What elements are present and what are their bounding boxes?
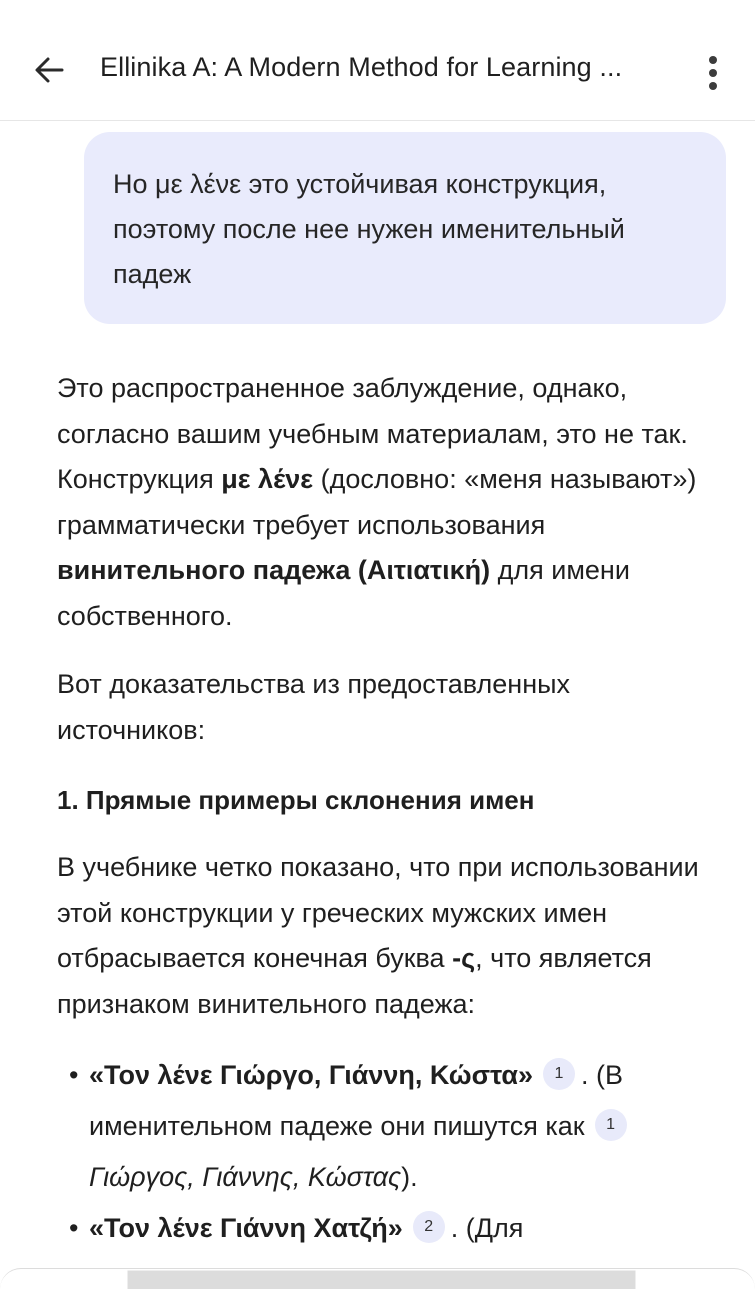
citation-chip[interactable]: 1 (595, 1109, 627, 1141)
list-item: • «Τον λένε Γιώργο, Γιάννη, Κώστα» 1 . (В именительном падеже они пишутся как 1 Γιώργος, Γιάννης, Κώστας). (57, 1050, 707, 1203)
more-options-button[interactable] (700, 52, 726, 92)
section-heading: 1. Прямые примеры склонения имен (57, 785, 535, 815)
examples-list (57, 1050, 707, 1254)
list-item: • «Τον λένε Γιάννη Χατζή» 2 . (Для (57, 1203, 707, 1254)
citation-chip[interactable]: 2 (413, 1211, 445, 1243)
back-button[interactable] (28, 48, 72, 92)
answer-paragraph-3: В учебнике четко показано, что при использовании этой конструкции у греческих мужских имен отбрасывается конечная буква -ς, что является признаком винительного падежа: (57, 852, 699, 1019)
bottom-sheet-handle[interactable] (0, 1268, 755, 1289)
user-message-bubble (84, 132, 726, 324)
citation-chip[interactable]: 1 (543, 1058, 575, 1090)
app-header (0, 0, 755, 121)
user-message-text: Но με λένε это устойчивая конструкция, поэтому после нее нужен именительный падеж (113, 169, 625, 289)
more-vert-icon (709, 56, 717, 64)
answer-paragraph-1: Это распространенное заблуждение, однако, согласно вашим учебным материалам, это не так. Конструкция με λένε (дословно: «меня называют») грамматически требует использования винительного падежа (Αιτιατική) для имени собственного. (57, 373, 697, 631)
arrow-left-icon (28, 48, 72, 92)
page-title: Ellinika A: A Modern Method for Learning ... (100, 52, 623, 82)
assistant-response (57, 366, 707, 1254)
answer-paragraph-2: Вот доказательства из предоставленных источников: (57, 669, 571, 745)
